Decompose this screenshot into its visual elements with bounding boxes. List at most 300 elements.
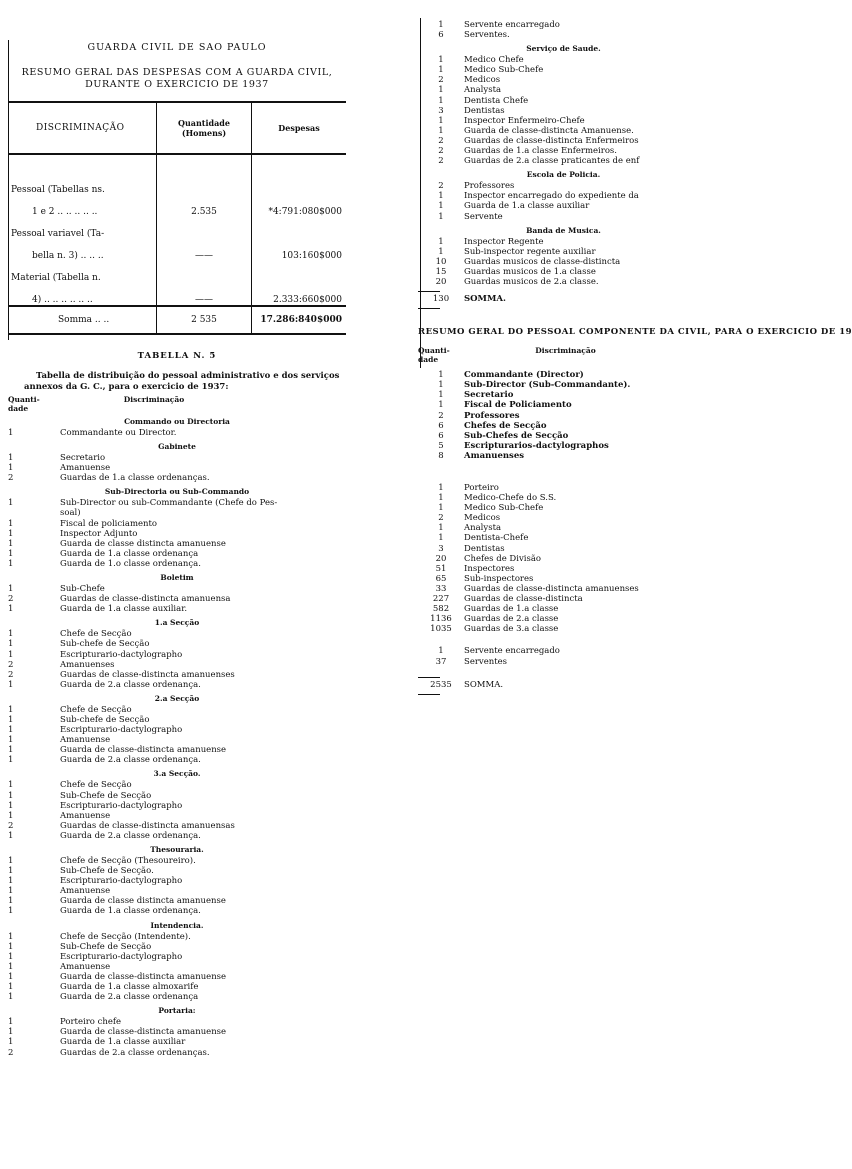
item-description: Guardas de classe-distincta amanuensas	[60, 820, 235, 831]
list-item	[418, 533, 709, 543]
item-quantity: 1	[8, 982, 14, 993]
section-total	[418, 294, 709, 304]
item-quantity: 1	[8, 735, 14, 746]
section-title: Thesouraria.	[150, 845, 204, 854]
list-item	[418, 614, 709, 624]
list-item	[418, 574, 709, 584]
list-item	[418, 370, 709, 380]
tabella-title: TABELLA N. 5	[137, 351, 217, 361]
list-item	[8, 780, 346, 790]
section-title: 2.a Secção	[154, 693, 200, 703]
resumo-title: RESUMO GERAL DO PESSOAL COMPONENTE DA CIVIL, PARA O EXERCICIO DE 19	[418, 327, 852, 338]
item-description: Medico Sub-Chefe	[464, 503, 544, 514]
item-quantity: 1	[8, 830, 14, 841]
item-quantity: 1	[438, 370, 444, 381]
item-quantity: 1	[438, 65, 444, 76]
list-item	[418, 65, 709, 75]
item-quantity: 2	[8, 669, 14, 680]
list-item	[8, 1017, 346, 1027]
list-item	[8, 735, 346, 745]
item-quantity: 1	[8, 810, 14, 821]
item-quantity: 2	[438, 156, 444, 167]
item-description: Amanuenses	[60, 659, 115, 670]
list-item	[418, 646, 709, 656]
item-description: Medicos	[464, 75, 501, 86]
item-description: Amanuense	[60, 810, 111, 821]
item-description: Dentista Chefe	[464, 95, 529, 106]
list-item	[8, 549, 346, 559]
section-title: Sub-Directoria ou Sub-Commando	[104, 487, 250, 497]
item-description: Escripturarios-dactylographos	[464, 440, 609, 451]
item-quantity: 1	[8, 951, 14, 962]
item-description: Guarda de 1.a classe ordenança.	[60, 906, 201, 917]
right-column	[418, 20, 852, 697]
list-item	[8, 508, 346, 518]
list-item	[418, 20, 709, 30]
item-description: Inspectores	[464, 563, 515, 574]
item-description: Sub-chefe de Secção	[60, 639, 150, 650]
list-item	[8, 594, 346, 604]
section-title: 3.a Secção.	[153, 769, 201, 779]
item-description: Porteiro	[464, 483, 499, 493]
item-quantity: 1	[8, 428, 14, 438]
list-item	[8, 906, 346, 916]
item-description: Analysta	[464, 523, 502, 534]
item-description: Guarda de classe-distincta Amanuense.	[464, 125, 634, 136]
summary-title: RESUMO GERAL DAS DESPESAS COM A GUARDA CIVIL, DURANTE O EXERCICIO DE 1937	[21, 67, 333, 90]
list-item	[8, 1027, 346, 1037]
list-item	[8, 705, 346, 715]
item-quantity: 2	[438, 410, 444, 421]
tabella-description: Tabella de distribuição do pessoal administrativo e dos serviços annexos da G. C., para o exercicio de 1937:	[24, 371, 340, 392]
col-header-discriminacao: Discriminação	[535, 346, 596, 356]
item-description: Chefes de Divisão	[464, 553, 542, 564]
item-description: Inspector Regente	[464, 236, 544, 247]
tabella-column-headers	[8, 395, 346, 413]
list-item	[418, 96, 709, 106]
right-top-rows	[418, 20, 709, 40]
col-header-discriminacao: DISCRIMINAÇÃO	[8, 102, 157, 154]
item-quantity: 1	[438, 125, 444, 136]
item-description: Chefe de Secção (Intendente).	[60, 931, 191, 942]
list-item	[8, 1048, 346, 1058]
item-quantity: 1	[8, 780, 14, 791]
list-item	[418, 212, 709, 222]
item-quantity: 15	[435, 266, 447, 277]
item-description: Professores	[464, 410, 520, 421]
section-total-label: SOMMA.	[464, 294, 506, 305]
resumo-rows-group-c	[418, 646, 709, 666]
item-description: Guarda de 2.a classe ordenança.	[60, 755, 201, 766]
item-quantity: 1	[8, 896, 14, 907]
item-description: Inspector Enfermeiro-Chefe	[464, 115, 585, 126]
item-description: Inspector Adjunto	[60, 528, 138, 539]
divider	[418, 694, 440, 695]
item-description: Guardas de 1.a classe ordenanças.	[60, 473, 210, 484]
list-item	[418, 523, 709, 533]
item-quantity: 1	[438, 191, 444, 202]
item-quantity: 1	[438, 390, 444, 401]
list-item	[8, 896, 346, 906]
row-label-cont: 1 e 2 .. .. .. .. ..	[32, 207, 98, 217]
item-quantity: 1	[8, 714, 14, 725]
item-quantity: 1	[8, 548, 14, 559]
col-header-quantidade: Quantidade (Homens)	[157, 102, 252, 154]
item-quantity: 1	[8, 800, 14, 811]
item-quantity: 5	[438, 440, 444, 451]
item-quantity: 1	[8, 639, 14, 650]
list-item	[418, 181, 709, 191]
item-quantity: 1	[438, 55, 444, 66]
divider	[418, 308, 440, 309]
item-quantity: 1	[8, 558, 14, 569]
total-qty: 2 535	[157, 306, 252, 334]
item-description: Guarda de classe distincta amanuense	[60, 538, 226, 549]
item-quantity: 2	[438, 146, 444, 157]
item-quantity: 1	[438, 246, 444, 257]
item-quantity: 1	[8, 906, 14, 917]
list-item	[8, 755, 346, 765]
item-description: Medico Chefe	[464, 55, 524, 66]
list-item	[8, 725, 346, 735]
item-description: Medico-Chefe do S.S.	[464, 493, 557, 504]
item-quantity: 1	[8, 463, 14, 474]
list-item	[418, 85, 709, 95]
item-quantity: 1	[8, 528, 14, 539]
item-description: Chefe de Secção	[60, 780, 132, 791]
item-description: Servente encarregado	[464, 646, 560, 657]
item-description: Sub-Chefes de Secção	[464, 430, 569, 441]
item-description: Guarda de 1.a classe auxiliar	[464, 201, 590, 212]
list-item	[418, 116, 709, 126]
item-description: Chefe de Secção (Thesoureiro).	[60, 856, 196, 866]
item-description: Guardas de 2.a classe ordenanças.	[60, 1047, 210, 1058]
item-quantity: 1	[8, 961, 14, 972]
item-description: Amanuense	[60, 886, 111, 897]
list-item	[418, 493, 709, 503]
item-quantity: 227	[432, 594, 450, 605]
item-quantity: 1	[8, 725, 14, 736]
item-quantity: 1	[438, 211, 444, 222]
item-description: Medicos	[464, 513, 501, 524]
item-quantity: 1	[8, 886, 14, 897]
total-label: Somma .. ..	[8, 306, 157, 334]
list-item	[8, 932, 346, 942]
item-description: Serventes	[464, 656, 508, 667]
divider	[418, 291, 440, 292]
item-description: Chefes de Secção	[464, 420, 547, 431]
item-quantity: 1	[438, 646, 444, 657]
list-item	[8, 1037, 346, 1047]
list-item	[8, 629, 346, 639]
item-description: Guarda de 2.a classe ordenança.	[60, 679, 201, 690]
row-qty: ——	[157, 283, 252, 306]
row-label-cont: 4) .. .. .. .. .. ..	[32, 295, 93, 305]
item-description: Guardas de 2.a classe praticantes de enf	[464, 156, 640, 167]
item-description: Commandante ou Director.	[60, 428, 177, 438]
row-value: 103:160$000	[252, 239, 347, 261]
list-item	[418, 146, 709, 156]
list-item	[8, 745, 346, 755]
list-item	[418, 604, 709, 614]
section-title: Commando ou Directoria	[124, 417, 230, 426]
item-quantity: 6	[438, 420, 444, 431]
right-sections	[418, 44, 709, 287]
row-value: *4:791:080$000	[252, 195, 347, 217]
list-item	[418, 544, 709, 554]
item-description: Guarda de 1.o classe ordenança.	[60, 558, 201, 569]
list-item	[8, 715, 346, 725]
col-header-quantidade: Quanti-dade	[418, 346, 450, 365]
list-item	[418, 277, 709, 287]
total-value: 17.286:840$000	[252, 306, 347, 334]
item-quantity: 582	[432, 604, 450, 615]
item-quantity: 1	[8, 538, 14, 549]
item-quantity: 2	[8, 659, 14, 670]
item-description: Guardas de 1.a classe Enfermeiros.	[464, 146, 617, 157]
divider	[418, 677, 440, 678]
item-description: Guardas de classe-distincta Enfermeiros	[464, 135, 639, 146]
item-quantity: 1	[438, 503, 444, 514]
list-item	[8, 972, 346, 982]
list-item	[8, 498, 346, 508]
col-header-despesas: Despesas	[252, 102, 347, 154]
item-description: Fiscal de policiamento	[60, 518, 158, 529]
list-item	[418, 126, 709, 136]
list-item	[8, 519, 346, 529]
col-header-quantidade: Quanti-dade	[8, 395, 40, 413]
list-item	[418, 55, 709, 65]
list-item	[8, 952, 346, 962]
item-description: Escripturario-dactylographo	[60, 800, 183, 811]
list-item	[8, 791, 346, 801]
list-item	[418, 411, 709, 421]
item-quantity: 1	[438, 400, 444, 411]
item-quantity: 2	[438, 75, 444, 86]
item-description: Professores	[464, 181, 515, 192]
item-description: Escripturario-dactylographo	[60, 951, 183, 962]
list-item	[8, 866, 346, 876]
item-description: Amanuense	[60, 961, 111, 972]
item-description: Secretario	[464, 390, 514, 401]
left-column	[8, 40, 346, 1058]
item-quantity: 1	[8, 1027, 14, 1038]
item-description: Porteiro chefe	[60, 1017, 122, 1028]
item-quantity: 1	[438, 85, 444, 96]
item-quantity: 1	[8, 453, 14, 464]
list-item	[8, 942, 346, 952]
item-quantity	[8, 508, 60, 518]
list-item	[418, 400, 709, 410]
item-description: Amanuense	[60, 735, 111, 746]
item-quantity: 1	[8, 876, 14, 887]
item-description: Guarda de classe distincta amanuense	[60, 896, 226, 907]
expense-summary-table	[8, 101, 346, 335]
list-item	[8, 670, 346, 680]
item-description: Guarda de classe-distincta amanuense	[60, 1027, 227, 1038]
resumo-rows-group-b	[418, 483, 709, 634]
item-quantity: 2	[8, 820, 14, 831]
item-description: Sub-Chefe de Secção	[60, 941, 152, 952]
list-item	[8, 584, 346, 594]
list-item	[418, 247, 709, 257]
item-quantity: 37	[435, 656, 447, 667]
item-description: Commandante (Director)	[464, 370, 584, 381]
list-item	[418, 191, 709, 201]
item-description: Serventes.	[464, 30, 510, 41]
item-quantity: 1	[8, 790, 14, 801]
list-item	[418, 380, 709, 390]
item-quantity: 1	[8, 856, 14, 866]
item-quantity: 1	[8, 498, 14, 509]
list-item	[418, 441, 709, 451]
list-item	[8, 811, 346, 821]
section-total-qty: 130	[432, 294, 450, 305]
item-description: Sub-Director ou sub-Commandante (Chefe do Pes-	[60, 498, 278, 509]
list-item	[8, 463, 346, 473]
item-description: Servente encarregado	[464, 20, 560, 30]
item-description: Sub-Director (Sub-Commandante).	[464, 380, 631, 391]
item-description: Escripturario-dactylographo	[60, 649, 183, 660]
item-description: Sub-Chefe de Secção	[60, 790, 152, 801]
grand-total-qty: 2535	[430, 679, 452, 690]
item-quantity: 6	[438, 30, 444, 41]
section-title: Portaria:	[158, 1006, 196, 1016]
item-description: Medico Sub-Chefe	[464, 65, 544, 76]
item-quantity: 1	[438, 380, 444, 391]
list-item	[418, 554, 709, 564]
section-title: Serviço de Saude.	[526, 44, 601, 54]
item-quantity: 3	[438, 105, 444, 116]
org-title: GUARDA CIVIL DE SAO PAULO	[87, 42, 267, 53]
list-item	[8, 992, 346, 1002]
item-description: Escripturario-dactylographo	[60, 725, 183, 736]
item-description: Guardas de classe-distincta amanuenses	[464, 583, 639, 594]
item-description: Dentistas	[464, 543, 505, 554]
item-quantity: 8	[438, 450, 444, 461]
list-item	[418, 483, 709, 493]
list-item	[8, 876, 346, 886]
item-quantity: 2	[438, 513, 444, 524]
item-description: Sub-chefe de Secção	[60, 714, 150, 725]
item-description: Guarda de 1.a classe ordenança	[60, 548, 199, 559]
list-item	[8, 886, 346, 896]
item-description: Servente	[464, 211, 503, 222]
item-description: Sub-Chefe de Secção.	[60, 866, 154, 877]
list-item	[418, 564, 709, 574]
list-item	[418, 451, 709, 461]
list-item	[418, 106, 709, 116]
item-description: Chefe de Secção	[60, 704, 132, 715]
item-quantity: 1	[8, 931, 14, 942]
grand-total	[418, 680, 709, 690]
item-quantity: 1	[8, 649, 14, 660]
row-label: Pessoal (Tabellas ns.	[11, 185, 105, 195]
grand-total-label: SOMMA.	[464, 679, 504, 690]
item-quantity: 1	[438, 201, 444, 212]
item-quantity: 65	[435, 573, 447, 584]
row-value: 2.333:660$000	[252, 283, 347, 306]
row-qty: ——	[157, 239, 252, 261]
item-description: Guardas musicos de classe-distincta	[464, 256, 621, 267]
resumo-rows-group-a	[418, 370, 709, 461]
item-quantity: 1	[8, 604, 14, 615]
row-label-cont: bella n. 3) .. .. ..	[32, 251, 104, 261]
row-label: Material (Tabella n.	[11, 273, 101, 283]
section-title: Boletim	[160, 573, 194, 583]
item-description: Guarda de 2.a classe ordenança	[60, 992, 199, 1003]
col-header-discriminacao: Discriminação	[123, 395, 185, 404]
item-description: Dentistas	[464, 105, 505, 116]
item-description: Guardas de classe-distincta	[464, 594, 583, 605]
item-description: Amanuenses	[464, 450, 525, 461]
item-quantity: 1	[8, 866, 14, 877]
list-item	[8, 453, 346, 463]
list-item	[418, 513, 709, 523]
list-item	[8, 821, 346, 831]
item-quantity: 1	[8, 755, 14, 766]
item-quantity: 1	[8, 971, 14, 982]
list-item	[8, 650, 346, 660]
item-description: Guarda de classe-distincta amanuense	[60, 971, 227, 982]
item-quantity: 10	[435, 256, 447, 267]
row-qty: 2.535	[157, 195, 252, 217]
item-description: Secretario	[60, 453, 106, 464]
item-description: soal)	[60, 508, 81, 519]
item-description: Guarda de 1.a classe almoxarife	[60, 982, 199, 993]
list-item	[418, 503, 709, 513]
list-item	[418, 594, 709, 604]
item-quantity: 1	[8, 518, 14, 529]
item-description: Chefe de Secção	[60, 629, 132, 640]
list-item	[8, 680, 346, 690]
item-description: Sub-Chefe	[60, 584, 105, 595]
item-quantity: 1	[438, 533, 444, 544]
item-quantity: 2	[438, 181, 444, 192]
item-description: Dentista-Chefe	[464, 533, 529, 544]
tabella-sections	[8, 417, 346, 1058]
list-item	[8, 982, 346, 992]
section-title: Gabinete	[158, 442, 196, 452]
list-item	[8, 831, 346, 841]
section-title: Escola de Policia.	[526, 170, 601, 180]
list-item	[418, 624, 709, 634]
list-item	[418, 267, 709, 277]
item-quantity: 3	[438, 543, 444, 554]
list-item	[418, 390, 709, 400]
item-description: Guardas de 2.a classe	[464, 614, 559, 625]
list-item	[418, 75, 709, 85]
item-description: Fiscal de Policiamento	[464, 400, 572, 411]
list-item	[8, 801, 346, 811]
list-item	[8, 856, 346, 866]
list-item	[418, 136, 709, 146]
item-description: Sub-inspector regente auxiliar	[464, 246, 596, 257]
item-description: Guardas de classe-distincta amanuenses	[60, 669, 235, 680]
item-quantity: 20	[435, 276, 447, 287]
list-item	[8, 639, 346, 649]
list-item	[418, 431, 709, 441]
item-quantity: 20	[435, 553, 447, 564]
list-item	[8, 559, 346, 569]
item-description: Guardas de 1.a classe	[464, 604, 559, 615]
item-quantity: 2	[8, 594, 14, 605]
item-description: Guardas musicos de 2.a classe.	[464, 276, 599, 287]
item-quantity: 1	[8, 941, 14, 952]
item-description: Escripturario-dactylographo	[60, 876, 183, 887]
item-quantity: 1	[438, 95, 444, 106]
list-item	[418, 156, 709, 166]
